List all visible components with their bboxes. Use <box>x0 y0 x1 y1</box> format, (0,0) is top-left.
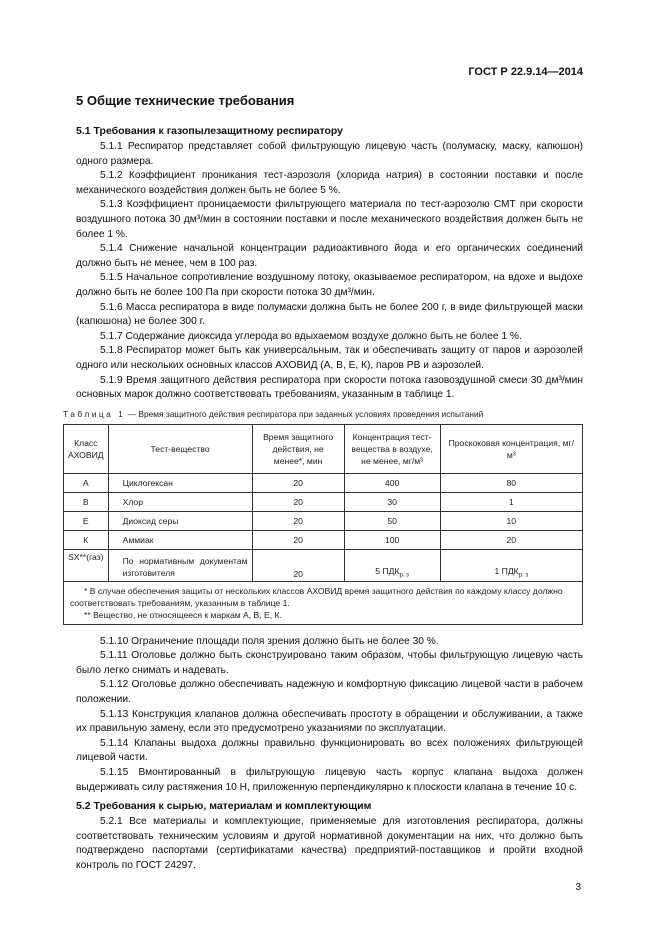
cell-value: 1 ПДК <box>494 565 519 576</box>
cell: 20 <box>252 473 344 492</box>
table-header-row <box>64 424 583 473</box>
cell: 20 <box>440 530 582 549</box>
paragraphs-group-a <box>76 140 583 403</box>
column-header: Проскоковая концентрация, мг/м³ <box>440 424 582 473</box>
paragraphs-group-c <box>76 815 583 873</box>
paragraph: 5.1.11 Оголовье должно быть сконструировано таким образом, чтобы фильтрующую лицевую часть было легко снимать и надевать. <box>76 650 583 676</box>
cell: 1 <box>440 492 582 511</box>
paragraph: 5.1.2 Коэффициент проникания тест-аэрозоля (хлорида натрия) в состоянии поставки и после механического воздействия должен быть не более 5 %. <box>76 170 583 196</box>
table-caption-label: Таблица 1 <box>63 408 126 419</box>
cell: Диоксид серы <box>108 511 252 530</box>
table-row <box>64 511 583 530</box>
table-note: ** Вещество, не относящееся к маркам А, В, Е, К. <box>84 609 282 620</box>
cell: Циклогексан <box>108 473 252 492</box>
cell-subscript: р. з <box>399 572 409 579</box>
subsection-title: 5.1 Требования к газопылезащитному респиратору <box>76 125 344 137</box>
cell: По нормативным документам изготовителя <box>108 549 252 581</box>
subsection-title: 5.2 Требования к сырью, материалам и комплектующим <box>76 800 372 813</box>
column-header: Класс АХОВИД <box>64 424 109 473</box>
cell: 20 <box>252 492 344 511</box>
paragraph: 5.1.4 Снижение начальной концентрации радиоактивного йода и его органических соединений должно быть не менее, чем в 100 раз. <box>76 243 583 269</box>
cell: 400 <box>344 473 440 492</box>
paragraphs-group-b <box>76 635 583 796</box>
paragraph: 5.1.7 Содержание диоксида углерода во вдыхаемом воздухе должно быть не более 1 %. <box>100 330 522 342</box>
table-row <box>64 473 583 492</box>
cell: 10 <box>440 511 582 530</box>
cell: Аммиак <box>108 530 252 549</box>
cell: В <box>64 492 109 511</box>
cell: SX**(газ) <box>64 549 109 581</box>
paragraph: 5.1.10 Ограничение площади поля зрения должно быть не более 30 %. <box>100 635 439 647</box>
cell: Е <box>64 511 109 530</box>
page-body <box>63 93 583 874</box>
paragraph: 5.1.14 Клапаны выдоха должны правильно функционировать во всех положениях фильтрующей лицевой части. <box>76 737 583 764</box>
paragraph: 5.1.12 Оголовье должно обеспечивать надежную и комфортную фиксацию лицевой части в рабочем положении. <box>76 679 583 706</box>
section-title: 5 Общие технические требования <box>76 93 295 108</box>
paragraph: 5.1.6 Масса респиратора в виде полумаски должна быть не более 200 г, в виде фильтрующей маски (капюшона) не более 300 г. <box>76 301 583 328</box>
cell: 20 <box>252 511 344 530</box>
paragraph: 5.1.1 Респиратор представляет собой фильтрующую лицевую часть (полумаску, маску, капюшон) одного размера. <box>76 141 583 167</box>
column-header: Время защитного действия, не менее*, мин <box>252 424 344 473</box>
table-row <box>64 492 583 511</box>
cell-value: 5 ПДК <box>375 565 400 576</box>
page-number: 3 <box>575 882 581 893</box>
paragraph: 5.2.1 Все материалы и комплектующие, применяемые для изготовления респиратора, должны соответствовать техническим условиям и другой нормативной документации на них, что должно быть подтверждено паспортами (сертификатами качества) предприятий-поставщиков и пройти входной контроль по ГОСТ 24297. <box>76 816 583 871</box>
cell <box>344 549 440 581</box>
table-caption <box>63 409 583 420</box>
paragraph: 5.1.8 Респиратор может быть как универсальным, так и обеспечивать защиту от паров и аэрозолей одного или нескольких основных классов АХОВИД (А, В, Е, К), паров РВ и аэрозолей. <box>76 345 583 371</box>
table-row <box>64 549 583 581</box>
paragraph: 5.1.13 Конструкция клапанов должна обеспечивать простоту в обращении и обслуживании, а также их правильную замену, если это предусмотрено указаниями по эксплуатации. <box>76 708 583 735</box>
cell: А <box>64 473 109 492</box>
cell: 50 <box>344 511 440 530</box>
cell: 20 <box>252 549 344 581</box>
paragraph: 5.1.3 Коэффициент проницаемости фильтрующего материала по тест-аэрозолю СМТ при скорости воздушного потока 30 дм³/мин в состоянии поставки и после механического воздействия должен быть не более 1 %. <box>76 199 583 240</box>
table-notes <box>64 581 583 624</box>
column-header: Тест-вещество <box>108 424 252 473</box>
cell: 20 <box>252 530 344 549</box>
table-notes-row <box>64 581 583 624</box>
table-row <box>64 530 583 549</box>
table-caption-text: — Время защитного действия респиратора при заданных условиях проведения испытаний <box>125 408 484 419</box>
paragraph: 5.1.5 Начальное сопротивление воздушному потоку, оказываемое респиратором, на вдохе и выдохе должно быть не более 100 Па при скорости потока 30 дм³/мин. <box>76 272 583 298</box>
paragraph: 5.1.15 Вмонтированный в фильтрующую лицевую часть корпус клапана выдоха должен выдерживать силу растяжения 10 Н, приложенную перпендикулярно к плоскости клапана в течение 10 с. <box>76 767 583 793</box>
cell: К <box>64 530 109 549</box>
column-header: Концентрация тест-вещества в воздухе, не менее, мг/м³ <box>344 424 440 473</box>
document-header: ГОСТ Р 22.9.14—2014 <box>468 66 583 78</box>
cell-subscript: р. з <box>518 572 529 579</box>
cell <box>440 549 582 581</box>
cell: Хлор <box>108 492 252 511</box>
cell: 100 <box>344 530 440 549</box>
cell: 30 <box>344 492 440 511</box>
table-note: * В случае обеспечения защиты от нескольких классов АХОВИД время защитного действия по каждому классу должно соответствовать требованиям, указанным в таблице 1. <box>70 585 563 608</box>
cell: 80 <box>440 473 582 492</box>
data-table <box>63 424 583 625</box>
paragraph: 5.1.9 Время защитного действия респиратора при скорости потока газовоздушной смеси 30 дм³/мин основных марок должно соответствовать требованиям, указанным в таблице 1. <box>76 374 583 401</box>
